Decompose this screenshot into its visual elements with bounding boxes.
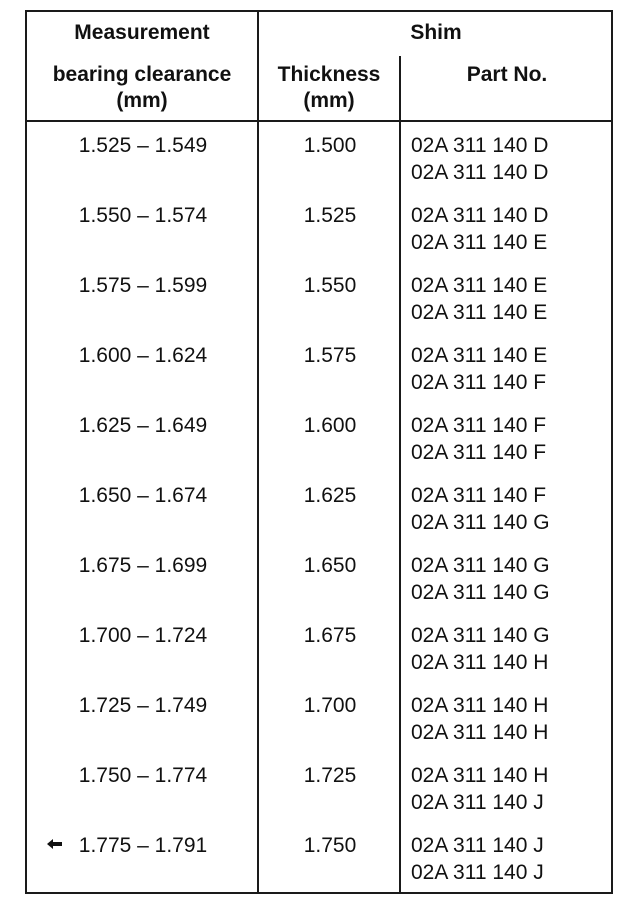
part-no-cell: 02A 311 140 G bbox=[411, 511, 550, 534]
header-part-no: Part No. bbox=[466, 63, 548, 86]
part-no-cell: 02A 311 140 G bbox=[411, 581, 550, 604]
table-row bbox=[27, 340, 611, 410]
header-measurement: Measurement bbox=[74, 21, 210, 44]
thickness-cell: 1.750 bbox=[303, 834, 357, 857]
header-divider bbox=[27, 120, 611, 122]
part-no-cell: 02A 311 140 H bbox=[411, 721, 549, 744]
table-row bbox=[27, 410, 611, 480]
table-row bbox=[27, 760, 611, 830]
thickness-cell: 1.550 bbox=[303, 274, 357, 297]
thickness-cell: 1.500 bbox=[303, 134, 357, 157]
part-no-cell: 02A 311 140 H bbox=[411, 764, 549, 787]
thickness-cell: 1.675 bbox=[303, 624, 357, 647]
part-no-cell: 02A 311 140 H bbox=[411, 651, 549, 674]
shim-table bbox=[25, 10, 613, 894]
header-bearing-clearance: bearing clearance bbox=[52, 63, 232, 86]
table-row bbox=[27, 830, 611, 892]
part-no-cell: 02A 311 140 F bbox=[411, 371, 547, 394]
thickness-cell: 1.725 bbox=[303, 764, 357, 787]
measurement-cell: 1.700 – 1.724 bbox=[78, 624, 208, 647]
measurement-cell: 1.650 – 1.674 bbox=[78, 484, 208, 507]
measurement-cell: 1.725 – 1.749 bbox=[78, 694, 208, 717]
table-row bbox=[27, 480, 611, 550]
part-no-cell: 02A 311 140 J bbox=[411, 861, 544, 884]
table-row bbox=[27, 550, 611, 620]
part-no-cell: 02A 311 140 F bbox=[411, 484, 547, 507]
part-no-cell: 02A 311 140 H bbox=[411, 694, 549, 717]
part-no-cell: 02A 311 140 G bbox=[411, 554, 550, 577]
part-no-cell: 02A 311 140 J bbox=[411, 791, 544, 814]
measurement-cell: 1.575 – 1.599 bbox=[78, 274, 208, 297]
table-row bbox=[27, 270, 611, 340]
header-bearing-clearance-unit: (mm) bbox=[116, 89, 168, 112]
measurement-cell: 1.625 – 1.649 bbox=[78, 414, 208, 437]
thickness-cell: 1.525 bbox=[303, 204, 357, 227]
part-no-cell: 02A 311 140 D bbox=[411, 161, 549, 184]
table-row bbox=[27, 200, 611, 270]
part-no-cell: 02A 311 140 D bbox=[411, 204, 549, 227]
table-row bbox=[27, 690, 611, 760]
measurement-cell: 1.675 – 1.699 bbox=[78, 554, 208, 577]
thickness-cell: 1.700 bbox=[303, 694, 357, 717]
thickness-cell: 1.625 bbox=[303, 484, 357, 507]
measurement-cell: 1.775 – 1.791 bbox=[78, 834, 208, 857]
header-thickness-unit: (mm) bbox=[303, 89, 355, 112]
part-no-cell: 02A 311 140 J bbox=[411, 834, 544, 857]
measurement-cell: 1.550 – 1.574 bbox=[78, 204, 208, 227]
part-no-cell: 02A 311 140 G bbox=[411, 624, 550, 647]
thickness-cell: 1.600 bbox=[303, 414, 357, 437]
thickness-cell: 1.650 bbox=[303, 554, 357, 577]
measurement-cell: 1.525 – 1.549 bbox=[78, 134, 208, 157]
header-thickness: Thickness bbox=[277, 63, 381, 86]
part-no-cell: 02A 311 140 E bbox=[411, 231, 548, 254]
part-no-cell: 02A 311 140 E bbox=[411, 344, 548, 367]
thickness-cell: 1.575 bbox=[303, 344, 357, 367]
measurement-cell: 1.750 – 1.774 bbox=[78, 764, 208, 787]
part-no-cell: 02A 311 140 F bbox=[411, 441, 547, 464]
part-no-cell: 02A 311 140 F bbox=[411, 414, 547, 437]
part-no-cell: 02A 311 140 D bbox=[411, 134, 549, 157]
table-row bbox=[27, 620, 611, 690]
table-row bbox=[27, 130, 611, 200]
part-no-cell: 02A 311 140 E bbox=[411, 301, 548, 324]
header-shim: Shim bbox=[410, 21, 462, 44]
measurement-cell: 1.600 – 1.624 bbox=[78, 344, 208, 367]
part-no-cell: 02A 311 140 E bbox=[411, 274, 548, 297]
